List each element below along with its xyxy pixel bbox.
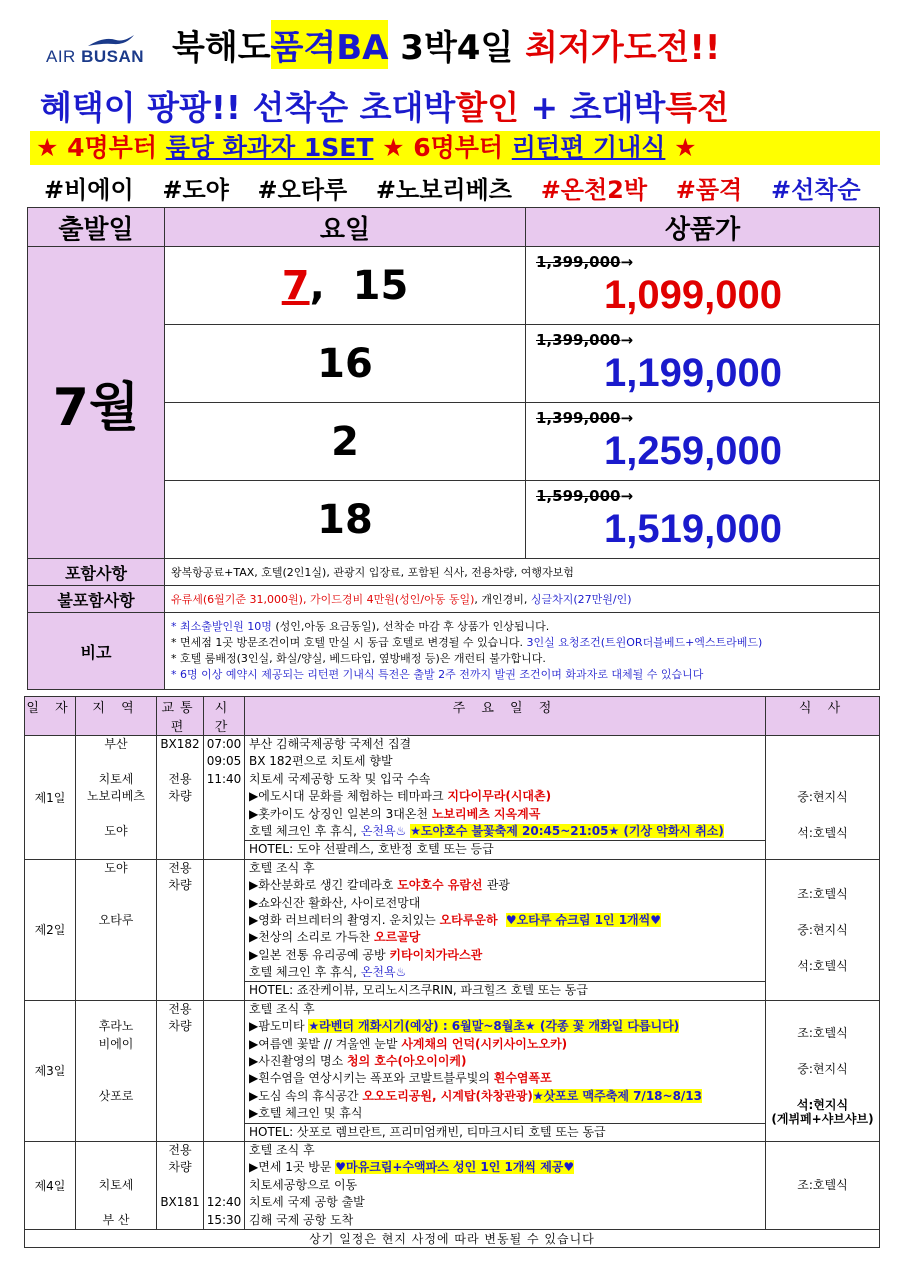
transport-cell-line: 전용 (168, 860, 192, 875)
schedule-text: ★라벤더 개화시기(예상) : 6월말~8월초★ (각종 꽃 개화일 다릅니다) (308, 1019, 680, 1034)
hotel-line: HOTEL: 죠잔케이뷰, 모리노시즈쿠RIN, 파크힐즈 호텔 또는 동급 (245, 981, 765, 999)
price-cell (526, 481, 880, 559)
meal-line: (게뷔페+샤브샤브) (771, 1111, 874, 1126)
meal-cell (766, 859, 880, 1000)
price-cell (526, 247, 880, 325)
time-cell-line (204, 1159, 244, 1176)
transport-cell (157, 859, 204, 1000)
day-label: 제4일 (25, 1141, 76, 1229)
transport-cell-line: BX182 (160, 737, 200, 751)
schedule-line (245, 736, 765, 753)
col-time: 시 간 (204, 697, 245, 736)
time-cell-line: 07:00 (206, 737, 242, 751)
day-label: 제3일 (25, 1000, 76, 1141)
transport-cell-line (157, 1212, 203, 1229)
schedule-text: 흰수염폭포 (493, 1071, 552, 1086)
bird-logo-icon (86, 34, 136, 48)
schedule-line (245, 929, 765, 946)
header-day: 요일 (165, 208, 526, 247)
region-cell-line (76, 947, 156, 964)
price-table (27, 207, 880, 690)
schedule-text: 치토세공항으로 이동 (249, 1177, 358, 1192)
hashtag-line (44, 170, 861, 205)
schedule-text: 호텔 조식 후 (249, 860, 315, 875)
schedule-line (245, 877, 765, 894)
tags-red: #온천2박 #품격 (540, 176, 771, 204)
schedule-line (245, 1212, 765, 1229)
day-a: 7 (281, 262, 310, 309)
day-cell (165, 403, 526, 481)
schedule-text: ▶화산분화로 생긴 칼데라호 (249, 878, 398, 893)
time-cell-line (204, 823, 244, 840)
region-cell-line: 부산 (104, 737, 128, 751)
schedule-line (245, 1001, 765, 1018)
schedule-text: 호텔 체크인 후 휴식, (249, 965, 361, 980)
schedule-line (245, 1088, 765, 1105)
schedule-cell (245, 859, 766, 1000)
tags-black: #비에이 #도야 #오타루 #노보리베츠 (44, 176, 541, 204)
title-part2: 품격BA (271, 20, 389, 69)
region-cell-line: 비에이 (98, 1036, 134, 1051)
transport-cell-line (157, 753, 203, 770)
region-cell-line (76, 1001, 156, 1018)
transport-cell (157, 1141, 204, 1229)
price-cell (526, 403, 880, 481)
header-departure: 출발일 (28, 208, 165, 247)
star-icon: ★ (36, 133, 68, 162)
time-cell (204, 859, 245, 1000)
region-cell (76, 1000, 157, 1141)
day-cell (165, 481, 526, 559)
schedule-text: 부산 김해국제공항 국제선 집결 (249, 737, 412, 751)
meal-line: 중:현지식 (797, 1061, 848, 1076)
schedule-line (245, 806, 765, 823)
star-icon: ★ (373, 133, 414, 162)
logo-text-air: AIR (46, 47, 82, 66)
meal-cell (766, 1000, 880, 1141)
schedule-text: 오오도리공원, 시계탑(차창관광) (362, 1088, 533, 1103)
schedule-line (245, 1018, 765, 1035)
transport-cell (157, 1000, 204, 1141)
logo-text (46, 47, 144, 67)
day-b: 16 (317, 340, 373, 387)
region-cell (76, 736, 157, 860)
excluded-label: 불포함사항 (28, 586, 165, 613)
schedule-line (245, 964, 765, 981)
promo-d: 리턴편 기내식 (511, 133, 666, 162)
transport-cell-line (157, 929, 203, 946)
schedule-text: 온천욕♨ (360, 965, 407, 980)
time-cell-line (204, 1142, 244, 1159)
meal-line: 조:호텔식 (797, 886, 848, 901)
new-price: 1,199,000 (604, 351, 782, 395)
col-transport: 교통편 (157, 697, 204, 736)
region-cell (76, 859, 157, 1000)
included-label: 포함사항 (28, 559, 165, 586)
tags-blue: #선착순 (770, 176, 861, 204)
transport-cell-line (157, 895, 203, 912)
schedule-text: BX 182편으로 치토세 향발 (249, 754, 393, 769)
meal-line: 석:호텔식 (797, 826, 848, 841)
region-cell-line: 후라노 (98, 1019, 134, 1034)
notes-label: 비고 (28, 613, 165, 690)
region-cell-line: 삿포로 (98, 1088, 134, 1103)
schedule-text: 김해 국제 공항 도착 (249, 1212, 354, 1227)
col-schedule: 주 요 일 정 (245, 697, 766, 736)
region-cell-line (76, 877, 156, 894)
schedule-text: 치토세 국제공항 도착 및 입국 수속 (249, 771, 431, 786)
itinerary-footer: 상기 일정은 현지 사정에 따라 변동될 수 있습니다 (25, 1229, 880, 1247)
region-cell-line (76, 753, 156, 770)
schedule-cell (245, 1000, 766, 1141)
schedule-text: 온천욕♨ (360, 823, 411, 838)
title-part1: 북해도 (172, 28, 271, 68)
schedule-line (245, 1036, 765, 1053)
schedule-text: 노보리베츠 지옥계곡 (431, 806, 541, 821)
time-cell (204, 1141, 245, 1229)
region-cell-line (76, 1070, 156, 1087)
meal-line: 중:현지식 (797, 790, 848, 805)
transport-cell-line: BX181 (160, 1195, 200, 1210)
notes-text (165, 613, 880, 690)
region-cell (76, 1141, 157, 1229)
transport-cell-line (157, 947, 203, 964)
hotel-line: HOTEL: 삿포로 렘브란트, 프리미엄캐빈, 티마크시티 호텔 또는 동급 (245, 1123, 765, 1141)
transport-cell-line (157, 823, 203, 840)
old-price: 1,399,000→ (536, 409, 634, 427)
promo-c: 6명부터 (413, 133, 512, 162)
transport-cell-line (157, 981, 203, 998)
region-cell-line: 부 산 (102, 1212, 130, 1227)
schedule-text: ▶홋카이도 상징인 일본의 3대온천 (249, 806, 432, 821)
schedule-text: ▶천상의 소리로 가득찬 (249, 930, 375, 945)
region-cell-line: 노보리베츠 (87, 789, 145, 804)
schedule-text: ▶면세 1곳 방문 (249, 1160, 336, 1175)
transport-cell-line: 차량 (168, 1160, 192, 1175)
schedule-cell (245, 736, 766, 860)
new-price: 1,259,000 (604, 429, 782, 473)
day-b: , 15 (309, 262, 409, 309)
schedule-text: 지다이무라(시대촌) (447, 789, 552, 804)
itinerary-table (24, 696, 880, 1248)
day-label: 제2일 (25, 859, 76, 1000)
schedule-text: 청의 호수(아오이이케) (347, 1054, 467, 1069)
hotel-line: HOTEL: 도야 선팔레스, 호반정 호텔 또는 등급 (245, 840, 765, 858)
col-day: 일 자 (25, 697, 76, 736)
benefit-c: + 초대박 (519, 88, 666, 127)
excluded-text (165, 586, 880, 613)
schedule-text: ▶일본 전통 유리공예 공방 (249, 947, 390, 962)
schedule-line (245, 771, 765, 788)
time-cell-line (204, 1177, 244, 1194)
time-cell-line: 15:30 (206, 1212, 242, 1227)
schedule-text: ▶쇼와신잔 활화산, 사이로전망대 (249, 895, 421, 910)
transport-cell-line: 차량 (168, 789, 192, 804)
schedule-text: ▶팜도미타 (249, 1019, 309, 1034)
col-region: 지 역 (76, 697, 157, 736)
transport-cell-line (157, 806, 203, 823)
schedule-text: ♥마유크림+수액파스 성인 1인 1개씩 제공♥ (335, 1160, 575, 1175)
region-cell-line: 도야 (104, 823, 128, 838)
transport-cell-line: 전용 (168, 1001, 192, 1016)
schedule-text: 호텔 체크인 후 휴식, (249, 823, 361, 838)
transport-cell-line (157, 1177, 203, 1194)
schedule-line (245, 1177, 765, 1194)
old-price: 1,399,000→ (536, 253, 634, 271)
region-cell-line: 치토세 (98, 771, 134, 786)
schedule-text: ♥오타루 슈크림 1인 1개씩♥ (505, 912, 661, 927)
schedule-line (245, 860, 765, 877)
day-row-4 (25, 1141, 880, 1229)
benefit-d: 특전 (665, 88, 730, 127)
transport-cell-line: 전용 (168, 1142, 192, 1157)
schedule-text: 사계채의 언덕(시키사이노오카) (401, 1036, 568, 1051)
schedule-line (245, 947, 765, 964)
header-price: 상품가 (526, 208, 880, 247)
page-title (172, 20, 720, 68)
title-part3: 3박4일 (388, 28, 526, 68)
schedule-line (245, 912, 765, 929)
time-cell-line (204, 840, 244, 857)
price-cell (526, 325, 880, 403)
region-cell-line (76, 840, 156, 857)
promo-b: 룸당 화과자 1SET (165, 133, 374, 162)
transport-cell (157, 736, 204, 860)
schedule-text: 관광 (486, 878, 510, 893)
meal-line: 중:현지식 (797, 922, 848, 937)
old-price: 1,399,000→ (536, 331, 634, 349)
region-cell-line (76, 1159, 156, 1176)
schedule-line (245, 788, 765, 805)
excluded-a: 유류세(6월기준 31,000원), 가이드경비 4만원(성인/아동 동일) (171, 593, 475, 606)
arrow-icon: → (620, 331, 634, 349)
day-row-1 (25, 736, 880, 860)
star-icon: ★ (665, 133, 697, 162)
day-cell (165, 247, 526, 325)
schedule-text: ▶에도시대 문화를 체험하는 테마파크 (249, 789, 448, 804)
schedule-line (245, 1142, 765, 1159)
region-cell-line (76, 964, 156, 981)
new-price: 1,519,000 (604, 507, 782, 551)
schedule-text: ▶여름엔 꽃밭 // 겨울엔 눈밭 (249, 1036, 402, 1051)
promo-line (30, 131, 880, 165)
time-cell (204, 1000, 245, 1141)
day-label: 제1일 (25, 736, 76, 860)
schedule-text: ▶영화 러브레터의 촬영지. 운치있는 (249, 912, 440, 927)
schedule-cell (245, 1141, 766, 1229)
transport-cell-line (157, 1105, 203, 1122)
transport-cell-line: 차량 (168, 878, 192, 893)
schedule-text: ▶호텔 체크인 및 휴식 (249, 1106, 363, 1121)
region-cell-line (76, 1142, 156, 1159)
note-line: * 면세점 1곳 방문조건이며 호텔 만실 시 동급 호텔로 변경될 수 있습니다. 3인실 요청조건(트윈OR더블베드+엑스트라베드) (171, 636, 763, 649)
schedule-line (245, 1070, 765, 1087)
schedule-text: 호텔 조식 후 (249, 1001, 315, 1016)
benefit-b: 할인 (455, 88, 519, 127)
arrow-icon: → (620, 409, 634, 427)
meal-cell (766, 1141, 880, 1229)
region-cell-line (76, 895, 156, 912)
transport-cell-line: 차량 (168, 1019, 192, 1034)
meal-cell (766, 736, 880, 860)
col-meal: 식 사 (766, 697, 880, 736)
transport-cell-line (157, 1088, 203, 1105)
meal-line (766, 743, 879, 779)
schedule-text: 오르골당 (374, 930, 421, 945)
meal-line: 석:호텔식 (797, 958, 848, 973)
day-row-3 (25, 1000, 880, 1141)
transport-cell-line: 전용 (168, 771, 192, 786)
promo-a: 4명부터 (67, 133, 166, 162)
note-line: * 6명 이상 예약시 제공되는 리턴편 기내식 특전은 출발 2주 전까지 발권 조건이며 화과자로 대체될 수 있습니다 (171, 668, 704, 681)
transport-cell-line (157, 912, 203, 929)
schedule-line (245, 753, 765, 770)
schedule-line (245, 895, 765, 912)
meal-line: 조:호텔식 (797, 1025, 848, 1040)
time-cell-line (204, 788, 244, 805)
schedule-line (245, 823, 765, 840)
schedule-text: 오타루운하 (439, 912, 506, 927)
time-cell (204, 736, 245, 860)
transport-cell-line (157, 964, 203, 981)
meal-line: 석:현지식 (796, 1097, 849, 1112)
logo-text-busan: BUSAN (81, 47, 145, 66)
region-cell-line (76, 806, 156, 823)
region-cell-line (76, 1053, 156, 1070)
region-cell-line (76, 1194, 156, 1211)
transport-cell-line (157, 1070, 203, 1087)
old-price: 1,599,000→ (536, 487, 634, 505)
meal-line: 조:호텔식 (797, 1178, 848, 1193)
time-cell-line: 09:05 (206, 754, 242, 769)
schedule-line (245, 1159, 765, 1176)
schedule-text: ★삿포로 맥주축제 7/18~8/13 (532, 1088, 703, 1103)
time-cell-line: 12:40 (206, 1195, 242, 1210)
region-cell-line: 오타루 (98, 912, 134, 927)
schedule-text: ★도야호수 불꽃축제 20:45~21:05★ (기상 악화시 취소) (410, 823, 724, 838)
region-cell-line: 도야 (104, 860, 128, 875)
schedule-line (245, 1105, 765, 1122)
schedule-text: ▶도심 속의 휴식공간 (249, 1088, 363, 1103)
benefit-line (40, 82, 729, 129)
schedule-line (245, 1194, 765, 1211)
schedule-text: 치토세 국제 공항 출발 (249, 1195, 365, 1210)
day-b: 2 (331, 418, 359, 465)
time-cell-line: 11:40 (206, 771, 242, 786)
arrow-icon: → (620, 253, 634, 271)
day-cell (165, 325, 526, 403)
day-row-2 (25, 859, 880, 1000)
region-cell-line (76, 929, 156, 946)
transport-cell-line (157, 1036, 203, 1053)
day-b: 18 (317, 496, 373, 543)
title-part4: 최저가도전!! (525, 28, 721, 68)
excluded-c: 싱글차지(27만원/인) (530, 593, 632, 606)
region-cell-line (76, 1105, 156, 1122)
note-line: * 최소출발인원 10명 (성인,아동 요금동일), 선착순 마감 후 상품가 인상됩니다. (171, 620, 550, 633)
region-cell-line: 치토세 (98, 1177, 134, 1192)
new-price: 1,099,000 (604, 273, 782, 317)
arrow-icon: → (620, 487, 634, 505)
benefit-a: 혜택이 팡팡!! 선착순 초대박 (40, 88, 456, 127)
transport-cell-line (157, 1053, 203, 1070)
schedule-text: 호텔 조식 후 (249, 1142, 315, 1157)
schedule-text: ▶흰수염을 연상시키는 폭포와 코발트블루빛의 (249, 1071, 494, 1086)
schedule-text: 도야호수 유람선 (397, 878, 487, 893)
included-text: 왕복항공료+TAX, 호텔(2인1실), 관광지 입장료, 포함된 식사, 전용차량, 여행자보험 (165, 559, 880, 586)
transport-cell-line (157, 840, 203, 857)
month-cell: 7월 (28, 247, 165, 559)
time-cell-line (204, 806, 244, 823)
air-busan-logo (46, 34, 146, 66)
schedule-text: ▶사진촬영의 명소 (249, 1054, 348, 1069)
schedule-text: 키타이치가라스관 (389, 947, 483, 962)
excluded-b: , 개인경비, (474, 593, 531, 606)
note-line: * 호텔 룸배정(3인실, 화실/양실, 베드타입, 옆방배정 등)은 개런티 불가합니다. (171, 652, 546, 665)
region-cell-line (76, 981, 156, 998)
schedule-line (245, 1053, 765, 1070)
